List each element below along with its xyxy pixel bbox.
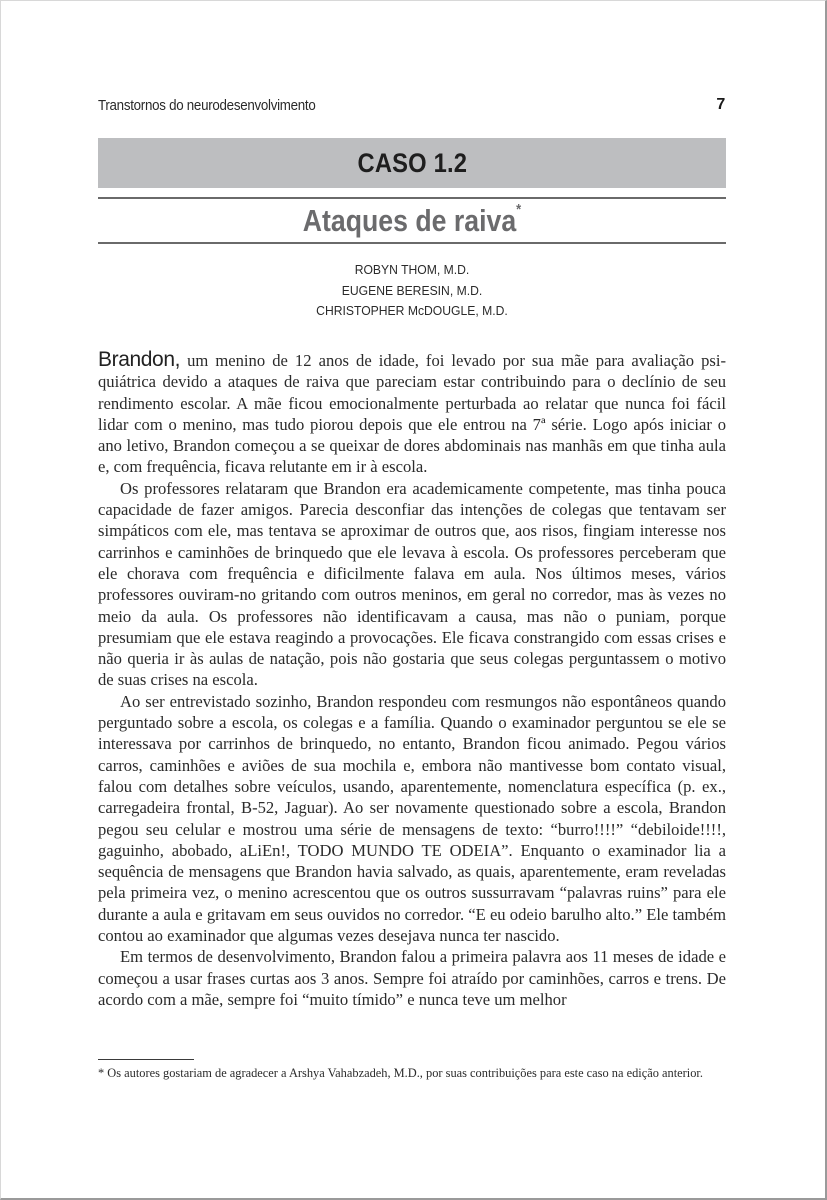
running-head-section: Transtornos do neurodesenvolvimento xyxy=(98,98,316,114)
paragraph-text: um menino de 12 anos de idade, foi levado por sua mãe para avaliação psiquiátrica devido a ataques de raiva que pareciam estar contribuindo para o declínio de seu rendimento escolar. A mãe ficou emocionalmente perturbada ao relatar que nunca foi fácil lidar com o menino, mas tudo piorou depois que ele entrou na 7ª série. Logo após iniciar o ano letivo, Brandon começou a se queixar de dores abdominais nas manhãs em que tinha aula e, com frequência, ficava relutante em ir à escola. xyxy=(98,351,726,477)
case-label: CASO 1.2 xyxy=(357,147,467,178)
case-label-band xyxy=(98,138,726,188)
author-list xyxy=(98,260,726,322)
author-name: EUGENE BERESIN, M.D. xyxy=(341,282,483,298)
footnote-marker[interactable]: * xyxy=(516,200,522,218)
author-name: CHRISTOPHER McDOUGLE, M.D. xyxy=(316,303,508,318)
case-body-text xyxy=(98,349,726,1010)
case-title xyxy=(98,199,726,242)
lead-word: Brandon, xyxy=(98,348,181,371)
body-paragraph: Em termos de desenvolvimento, Brandon falou a primeira palavra aos 11 meses de idade e começou a usar frases curtas aos 3 anos. Sempre foi atraído por caminhões, carros e trens. De acordo com a mãe, sempre foi “muito tímido” e nunca teve um melhor xyxy=(98,947,726,1009)
case-title-text xyxy=(302,200,522,239)
body-paragraph xyxy=(98,349,726,478)
author-name: ROBYN THOM, M.D. xyxy=(354,262,470,277)
title-rule-bottom xyxy=(98,242,726,244)
case-title-label: Ataques de raiva xyxy=(302,202,517,238)
body-paragraph: Ao ser entrevistado sozinho, Brandon respondeu com resmungos não espontâneos quando perguntado sobre a escola, os colegas e a família. Quando o examinador perguntou se ele se interessava por carrinhos de brinquedo, no entanto, Brandon ficou animado. Pegou vários carros, caminhões e aviões de sua mochila e, embora não mantivesse bom contato visual, falou com detalhes sobre veículos, usando, aparentemente, nomenclatura específica (p. ex., carregadeira frontal, B-52, Jaguar). Ao ser novamente questionado sobre a escola, Brandon pegou seu celular e mostrou uma série de mensagens de texto: “burro!!!!” “debiloide!!!!, gaguinho, abobado, aLiEn!, TODO MUNDO TE ODEIA”. Enquanto o examinador lia a sequência de mensagens que Brandon havia salvado, as quais, aparentemente, eram reveladas pela primeira vez, o menino acrescentou que os outros sussurravam “palavras ruins” para ele durante a aula e gritavam em seus ouvidos no corredor. “E eu odeio barulho alto.” Ele também contou ao examinador que algumas vezes desejava nunca ter nascido. xyxy=(98,691,726,946)
footnote: * Os autores gostariam de agradecer a Arshya Vahabzadeh, M.D., por suas contribuições para este caso na edição anterior. xyxy=(98,1066,703,1080)
footnote-divider xyxy=(98,1059,194,1060)
page-number: 7 xyxy=(716,96,725,113)
body-paragraph: Os professores relataram que Brandon era academicamente competente, mas tinha pouca capacidade de fazer amigos. Parecia desconfiar das intenções de colegas que tentavam ser simpáticos com ele, mas tentava se aproximar de outros que, aos risos, fingiam interesse nos carrinhos e caminhões de brinquedo que ele levava à escola. Os professores perceberam que ele chorava com frequência e dificilmente falava em aula. Nos últimos meses, vários professores ouviram-no gritando com outros meninos, em geral no corredor, mas às vezes no meio da aula. Os professores não identificavam a causa, mas não o puniam, porque presumiam que ele estava reagindo a provocações. Ele ficava constrangido com essas crises e não queria ir às aulas de natação, pois não gostaria que seus colegas perguntassem o motivo de suas crises na escola. xyxy=(98,478,726,690)
running-head xyxy=(98,96,726,118)
